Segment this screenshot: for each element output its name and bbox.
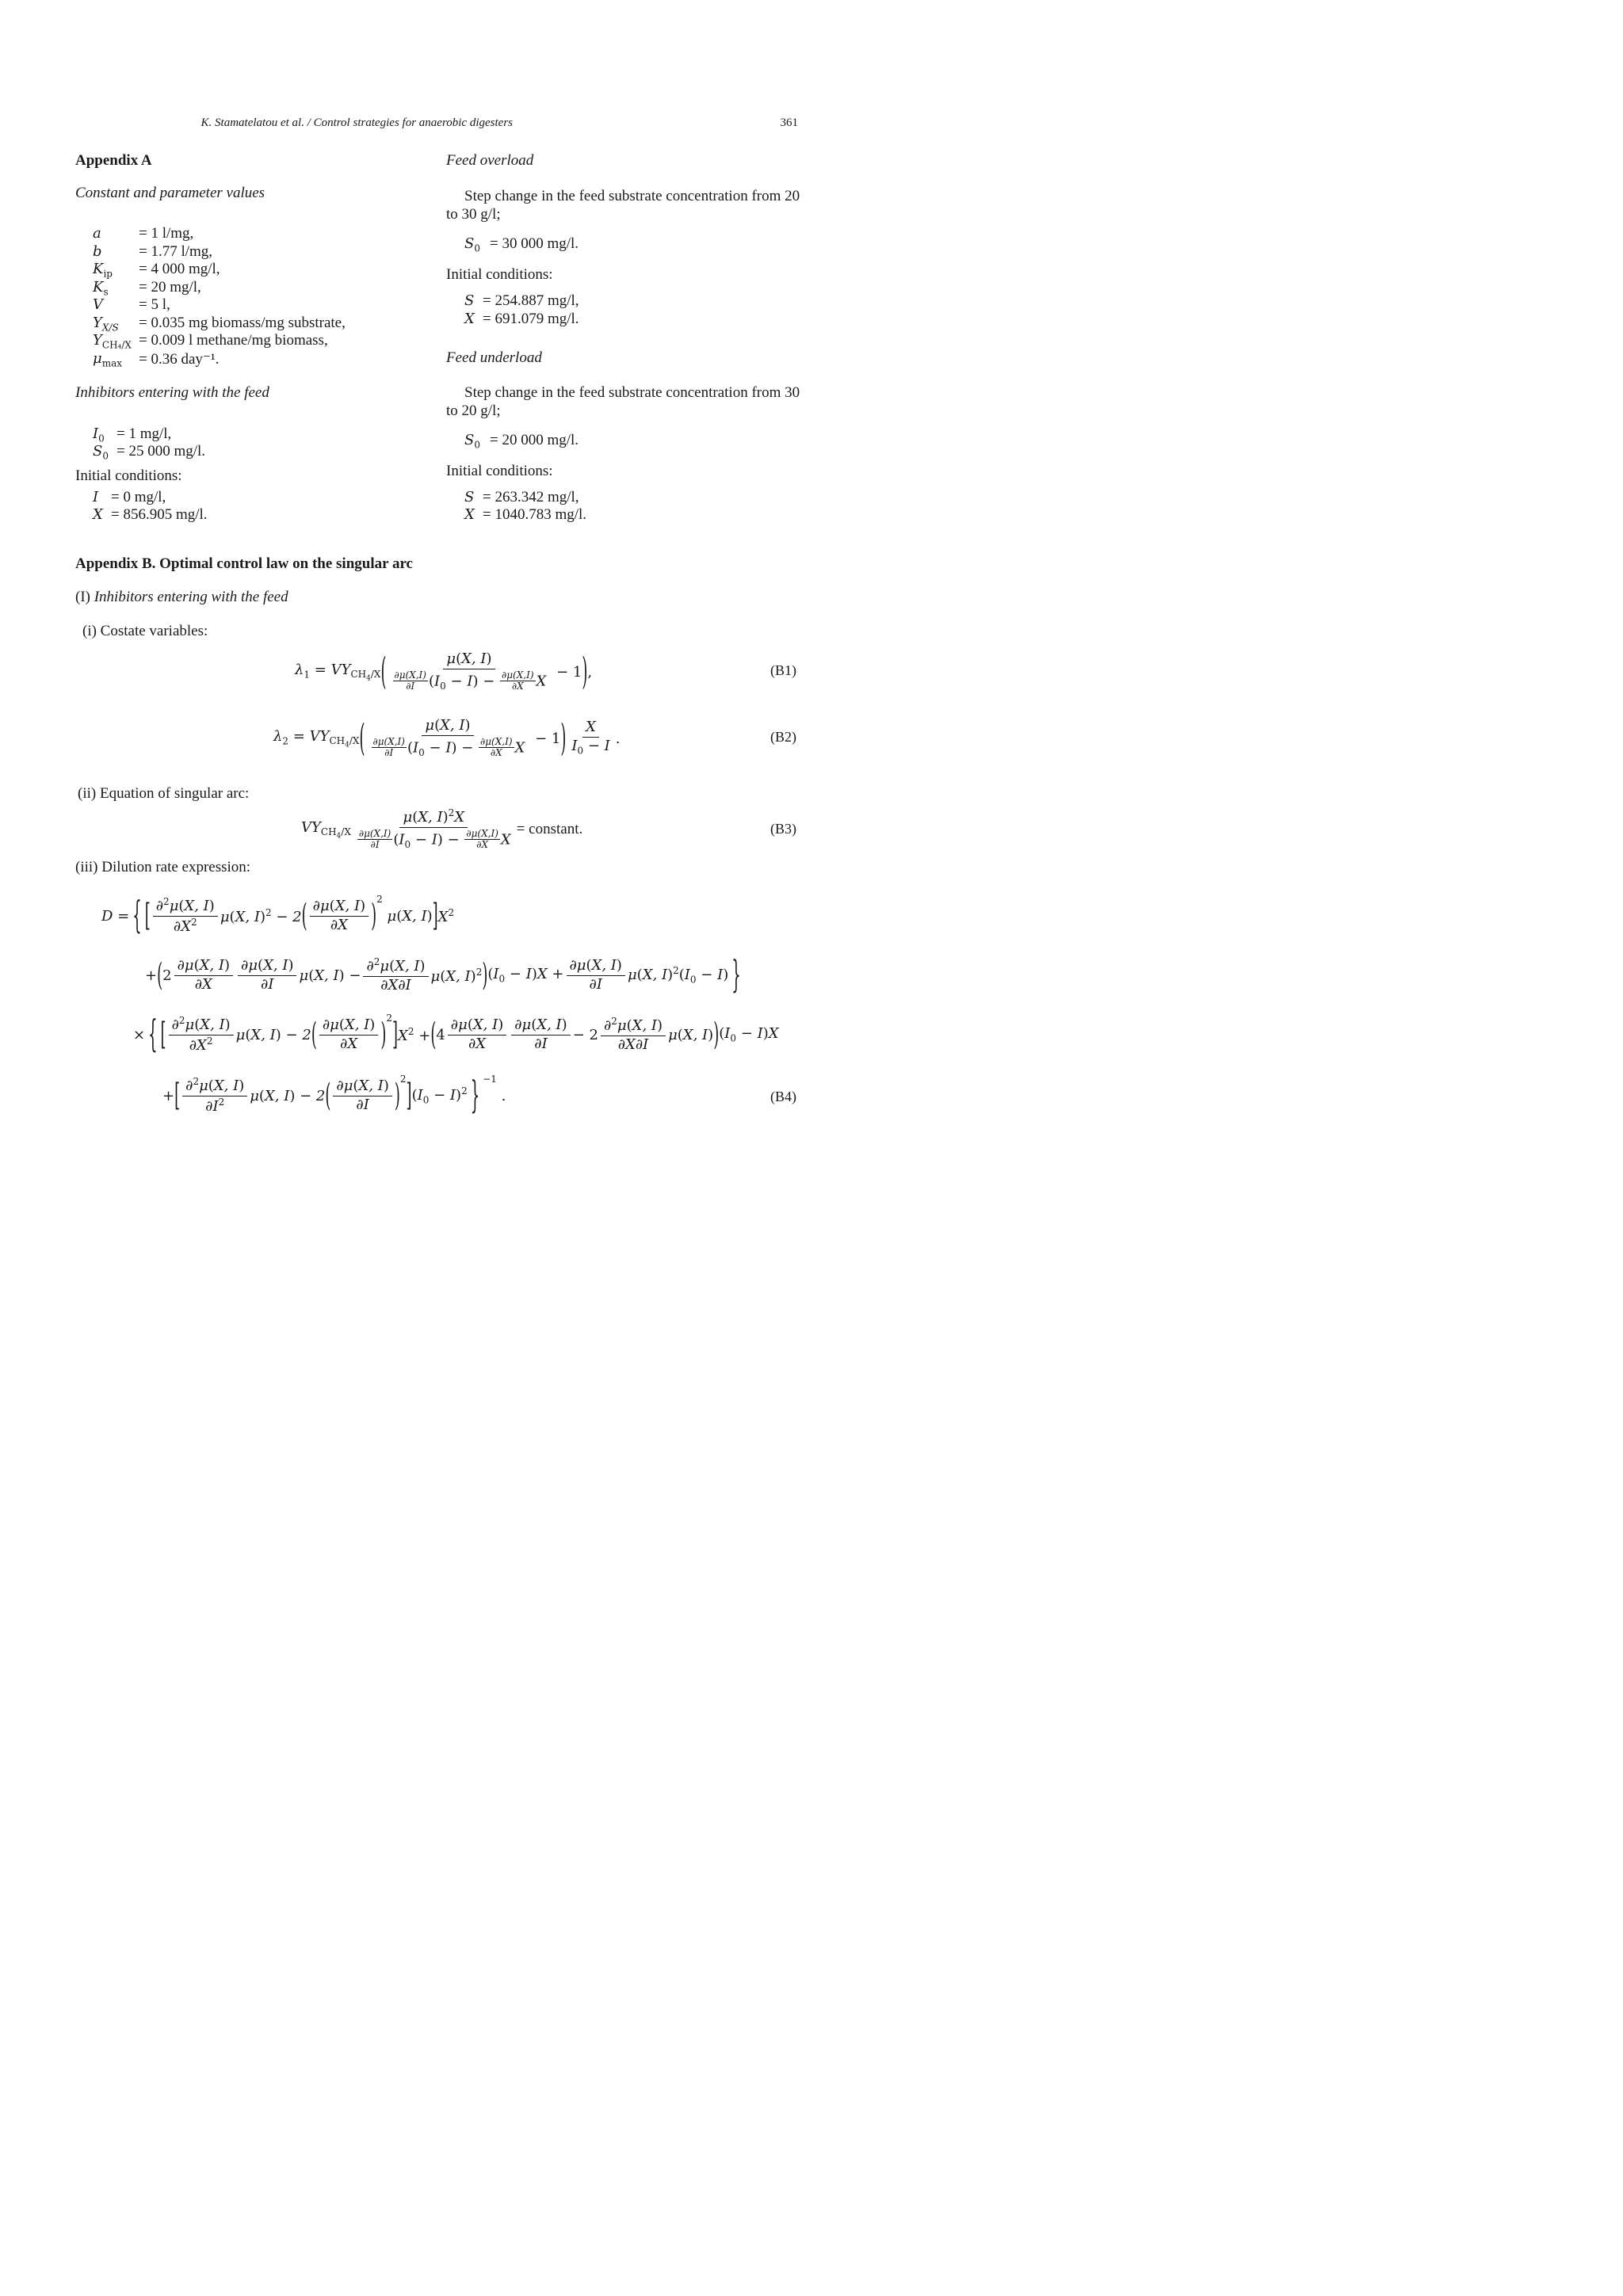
constant-value: = 1 l/mg,: [139, 225, 194, 242]
constants-heading: Constant and parameter values: [75, 185, 265, 201]
subsection-heading: [75, 589, 288, 606]
underload-text-line1: Step change in the feed substrate concentration from 30: [464, 384, 800, 401]
constant-value: = 0.009 l methane/mg biomass,: [139, 332, 328, 349]
inhibitors-heading: Inhibitors entering with the feed: [75, 384, 269, 401]
initial-symbol: I: [93, 489, 99, 505]
equation-b3: $VY_{CH_4/X}$ μ(X, I)$^2$X $\frac{\partial\mu(X,I)}{\partial I}$ $(I_0 - I)$ − $\frac{\partial\mu(X,I)}{\partial X}$ X = constant.: [301, 807, 583, 851]
constant-symbol: a: [93, 225, 101, 242]
equation-label-b3: (B3): [770, 821, 796, 837]
overload-text-line1: Step change in the feed substrate concentration from 20: [464, 188, 800, 204]
constant-row: [93, 332, 328, 351]
constant-row: [93, 225, 194, 242]
running-header: [0, 116, 798, 134]
subsection-title: Inhibitors entering with the feed: [94, 589, 288, 605]
s0-row: [464, 432, 579, 451]
constant-value: = 5 l,: [139, 296, 170, 313]
constant-value: = 1.77 l/mg,: [139, 243, 213, 260]
equation-label-b4: (B4): [770, 1089, 796, 1104]
initial-symbol: X: [464, 311, 475, 327]
s0-row: [464, 235, 579, 254]
s0-symbol: $S_0$: [464, 235, 480, 254]
paper-page: [0, 0, 882, 1246]
initial-row: [464, 489, 579, 506]
constant-row: [93, 296, 170, 314]
item-singular-arc-label: (ii) Equation of singular arc:: [78, 785, 250, 802]
initial-conditions-label: Initial conditions:: [75, 467, 182, 484]
item-dilution-rate-label: (iii) Dilution rate expression:: [75, 859, 251, 875]
s0-value: = 20 000 mg/l.: [490, 432, 579, 448]
initial-value: = 1040.783 mg/l.: [483, 506, 587, 523]
s0-symbol: $S_0$: [464, 432, 480, 451]
constant-row: [93, 315, 346, 334]
initial-row: [93, 489, 166, 506]
running-title: K. Stamatelatou et al. / Control strategies for anaerobic digesters: [200, 116, 513, 129]
equation-b4-line1: D = { [ $\frac{\partial^2\mu(X, I)}{\partial X^2}$ μ(X, I)$^2$ − 2 ( $\frac{\partial\mu(X, I)}{\partial X}$ ) $^2$ μ(X, I) ] $X^2$: [101, 894, 455, 938]
appendix-a-heading: Appendix A: [75, 152, 152, 169]
equation-b2: $\lambda_2 = VY_{CH_4/X}$ ( μ(X, I) $\frac{\partial\mu(X,I)}{\partial I}$ $(I_0 - I)$ − $\frac{\partial\mu(X,I)}{\partial X}$ X − 1 ) $\frac{X}{I_0 - I}$ .: [273, 716, 621, 761]
subsection-number: (I): [75, 589, 90, 605]
initial-row: [93, 506, 208, 524]
overload-text-line2: to 30 g/l;: [446, 206, 501, 223]
equation-b4-line4: + [ $\frac{\partial^2\mu(X, I)}{\partial I^2}$ μ(X, I) − 2 ( $\frac{\partial\mu(X, I)}{\partial I}$ ) $^2$ ] $(I_0 - I)^2$ } $^{-1}$ .: [162, 1074, 506, 1118]
feed-value: = 25 000 mg/l.: [116, 443, 206, 460]
feed-symbol: $I_0$: [93, 425, 105, 444]
equation-b4-line3: × { [ $\frac{\partial^2\mu(X, I)}{\partial X^2}$ μ(X, I) − 2 ( $\frac{\partial\mu(X, I)}{\partial X}$ ) $^2$ ] $X^2$ + ( 4 $\frac{\partial\mu(X, I)}{\partial X}$ $\frac{\partial\mu(X, I)}{\partial I}$ − 2 $\frac{\partial^2\mu(X, I)}{\partial X\partial I}$ μ(X, I) ) $(I_0 - I)X$: [133, 1013, 779, 1057]
initial-row: [464, 506, 587, 524]
feed-value: = 1 mg/l,: [116, 425, 172, 442]
appendix-b-heading: Appendix B. Optimal control law on the singular arc: [75, 555, 413, 572]
item-costate-label: (i) Costate variables:: [82, 623, 208, 639]
constant-row: [93, 243, 213, 261]
equation-label-b2: (B2): [770, 729, 796, 745]
initial-value: = 0 mg/l,: [111, 489, 166, 505]
feed-row: [93, 425, 172, 444]
constant-symbol: $K_s$: [93, 279, 109, 298]
constant-symbol: $Y_{X/S}$: [93, 315, 119, 334]
feed-symbol: $S_0$: [93, 443, 109, 462]
constant-symbol: V: [93, 296, 103, 313]
s0-value: = 30 000 mg/l.: [490, 235, 579, 252]
underload-text-line2: to 20 g/l;: [446, 402, 501, 419]
overload-initial-label: Initial conditions:: [446, 266, 553, 283]
constant-symbol: $Y_{CH_4/X}$: [93, 332, 132, 351]
constant-row: [93, 279, 201, 298]
constant-row: [93, 350, 220, 369]
b3-rhs: = constant.: [516, 821, 583, 837]
initial-symbol: S: [464, 489, 475, 505]
constant-value: = 20 mg/l,: [139, 279, 201, 296]
initial-value: = 263.342 mg/l,: [483, 489, 579, 505]
constant-symbol: $K_{ip}$: [93, 261, 113, 280]
initial-symbol: X: [464, 506, 475, 523]
feed-row: [93, 443, 206, 462]
equation-b4-line2: + ( 2 $\frac{\partial\mu(X, I)}{\partial X}$ $\frac{\partial\mu(X, I)}{\partial I}$ μ(X, I) − $\frac{\partial^2\mu(X, I)}{\partial X\partial I}$ μ(X, I)$^2$ ) $(I_0 - I)X$ + $\frac{\partial\mu(X, I)}{\partial I}$ μ(X, $I)^2(I_0 - I)$ }: [145, 953, 741, 997]
constant-value: = 0.36 day⁻¹.: [139, 351, 220, 368]
initial-row: [464, 311, 579, 328]
feed-overload-heading: Feed overload: [446, 152, 534, 169]
equation-b1: $\lambda_1 = VY_{CH_4/X}$ ( μ(X, I) $\frac{\partial\mu(X,I)}{\partial I}$ $(I_0 - I)$ − $\frac{\partial\mu(X,I)}{\partial X}$ X − 1 ) ,: [295, 650, 593, 694]
initial-value: = 254.887 mg/l,: [483, 292, 579, 309]
equation-label-b1: (B1): [770, 662, 796, 678]
constant-symbol: b: [93, 243, 102, 260]
constant-row: [93, 261, 220, 280]
initial-symbol: S: [464, 292, 475, 309]
initial-value: = 691.079 mg/l.: [483, 311, 579, 327]
underload-initial-label: Initial conditions:: [446, 463, 553, 479]
constant-symbol: $\mu_{max}$: [93, 350, 123, 369]
constant-value: = 4 000 mg/l,: [139, 261, 220, 277]
initial-row: [464, 292, 579, 310]
initial-symbol: X: [93, 506, 103, 523]
constant-value: = 0.035 mg biomass/mg substrate,: [139, 315, 346, 331]
initial-value: = 856.905 mg/l.: [111, 506, 208, 523]
feed-underload-heading: Feed underload: [446, 349, 542, 366]
page-number: 361: [780, 116, 798, 129]
